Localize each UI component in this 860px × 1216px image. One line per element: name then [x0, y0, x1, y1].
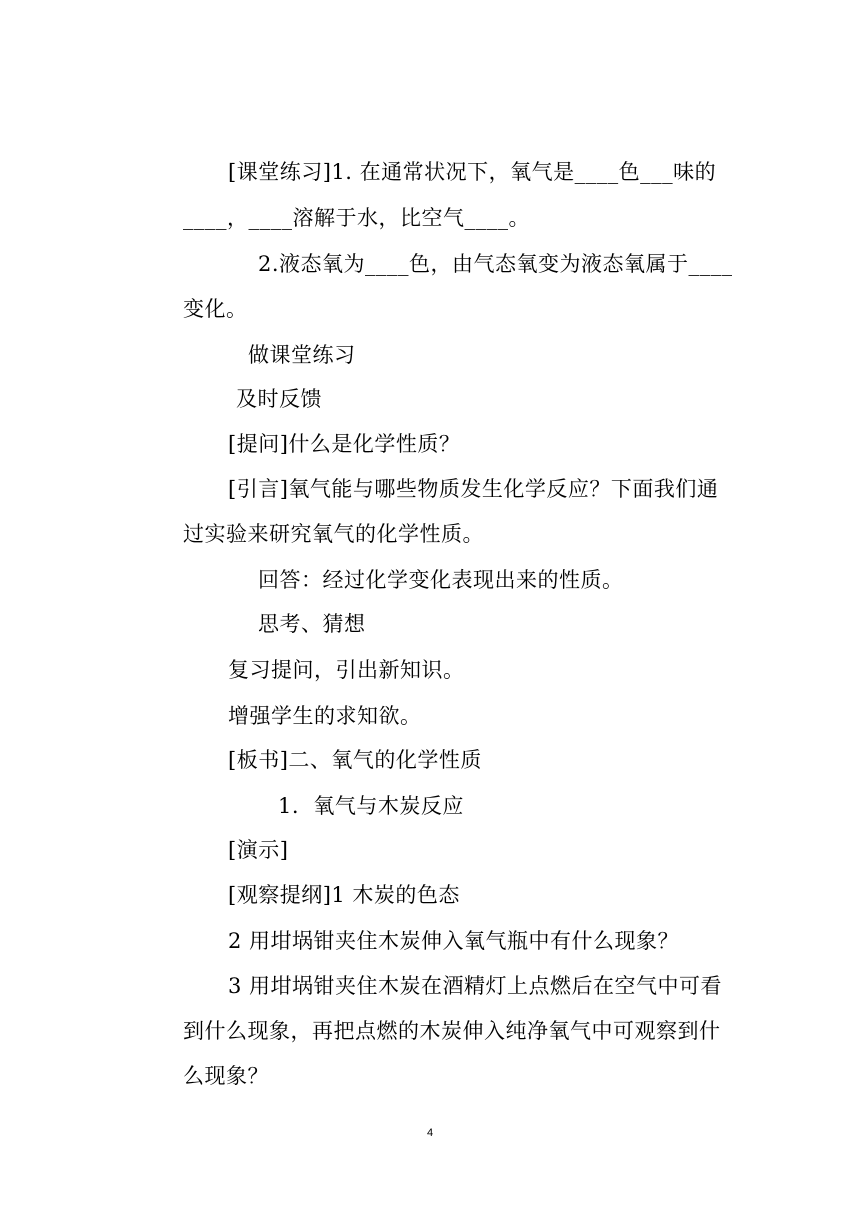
- exercise-line-3: 2.液态氧为____色，由气态氧变为液态氧属于____: [258, 252, 733, 276]
- question-line: [提问]什么是化学性质？: [228, 432, 461, 456]
- intro-line-2: 过实验来研究氧气的化学性质。: [183, 522, 484, 546]
- exercise-line-1: [课堂练习]1. 在通常状况下，氧气是____色___味的: [228, 160, 717, 184]
- intro-line-1: [引言]氧气能与哪些物质发生化学反应？下面我们通: [228, 477, 719, 501]
- exercise-line-2: ____，____溶解于水，比空气____。: [183, 206, 530, 230]
- observation-item-3-line-2: 到什么现象，再把点燃的木炭伸入纯净氧气中可观察到什: [183, 1019, 721, 1043]
- motivation-line: 增强学生的求知欲。: [228, 704, 422, 728]
- feedback-note: 及时反馈: [236, 387, 322, 411]
- exercise-line-4: 变化。: [183, 297, 248, 321]
- observation-item-3-line-3: 么现象？: [183, 1064, 269, 1088]
- page-number: 4: [426, 1127, 434, 1139]
- answer-line: 回答：经过化学变化表现出来的性质。: [258, 568, 624, 592]
- observation-outline: [观察提纲]1 木炭的色态: [228, 883, 460, 907]
- demo-label: [演示]: [228, 838, 289, 862]
- student-activity: 做课堂练习: [248, 343, 356, 367]
- review-line: 复习提问，引出新知识。: [228, 658, 465, 682]
- observation-item-3-line-1: 3 用坩埚钳夹住木炭在酒精灯上点燃后在空气中可看: [228, 974, 723, 998]
- board-subheading: 1. 氧气与木炭反应: [278, 794, 464, 818]
- observation-item-2: 2 用坩埚钳夹住木炭伸入氧气瓶中有什么现象？: [228, 929, 680, 953]
- board-heading: [板书]二、氧气的化学性质: [228, 748, 482, 772]
- think-guess-line: 思考、猜想: [258, 612, 366, 636]
